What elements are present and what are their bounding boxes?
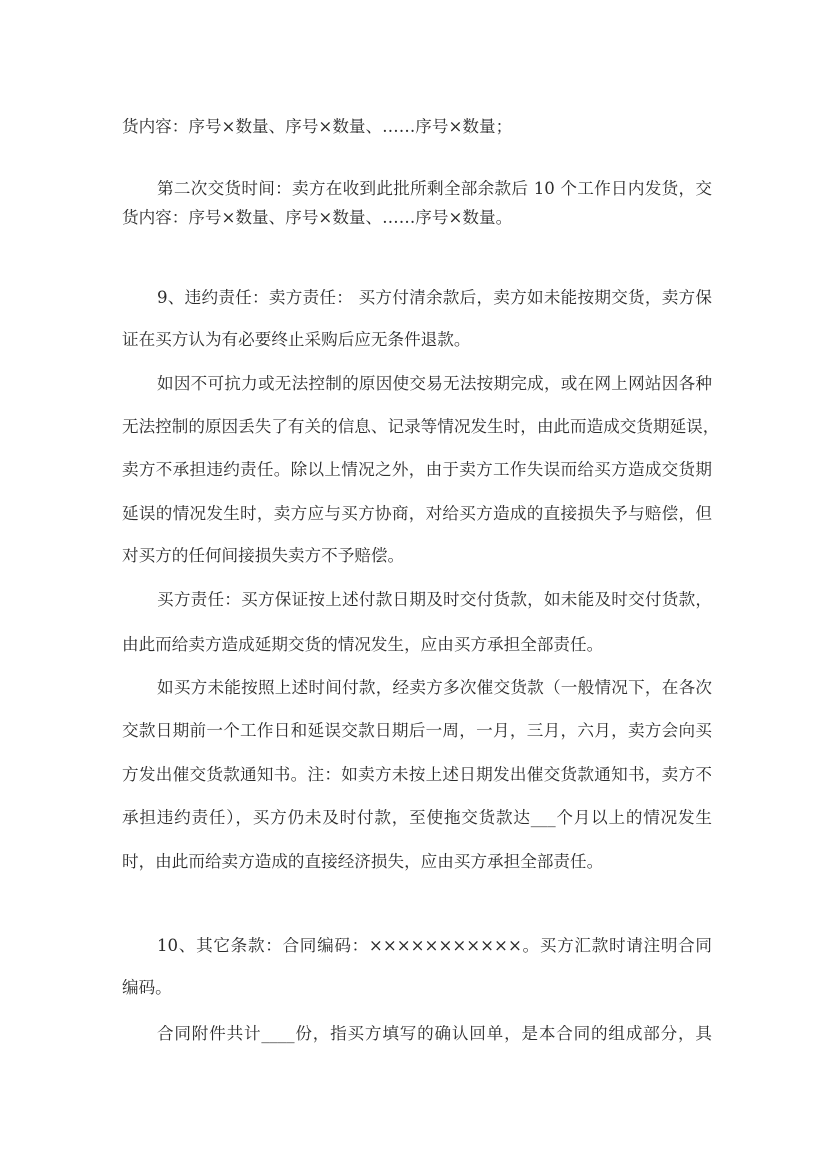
text-line: 货内容：序号×数量、序号×数量、……序号×数量。 bbox=[122, 208, 513, 227]
text-line: 买方责任：买方保证按上述付款日期及时交付货款，如未能及时交付货款， bbox=[157, 590, 712, 609]
text-line: 如因不可抗力或无法控制的原因使交易无法按期完成，或在网上网站因各种 bbox=[157, 374, 712, 393]
text-line: 证在买方认为有必要终止采购后应无条件退款。 bbox=[122, 330, 471, 349]
text-line: 时，由此而给卖方造成的直接经济损失，应由买方承担全部责任。 bbox=[122, 852, 604, 871]
text-line: 承担违约责任），买方仍未及时付款，至使拖交货款达___个月以上的情况发生 bbox=[122, 808, 712, 827]
text-line: 无法控制的原因丢失了有关的信息、记录等情况发生时，由此而造成交货期延误， bbox=[122, 417, 720, 436]
text-line: 货内容：序号×数量、序号×数量、……序号×数量； bbox=[122, 117, 513, 136]
text-line: 延误的情况发生时，卖方应与买方协商，对给买方造成的直接损失予与赔偿，但 bbox=[122, 504, 712, 523]
text-line: 编码。 bbox=[122, 978, 172, 997]
text-line: 如买方未能按照上述时间付款，经卖方多次催交货款（一般情况下，在各次 bbox=[157, 678, 712, 697]
text-line: 方发出催交货款通知书。注：如卖方未按上述日期发出催交货款通知书，卖方不 bbox=[122, 765, 712, 784]
text-line: 合同附件共计____份，指买方填写的确认回单，是本合同的组成部分，具 bbox=[157, 1024, 712, 1043]
text-line: 对买方的任何间接损失卖方不予赔偿。 bbox=[122, 546, 405, 565]
text-line: 交款日期前一个工作日和延误交款日期后一周，一月，三月，六月，卖方会向买 bbox=[122, 721, 712, 740]
text-line: 由此而给卖方造成延期交货的情况发生，应由买方承担全部责任。 bbox=[122, 635, 604, 654]
text-line: 卖方不承担违约责任。除以上情况之外，由于卖方工作失误而给买方造成交货期 bbox=[122, 460, 712, 479]
section-heading-9: 9、违约责任：卖方责任： 买方付清余款后，卖方如未能按期交货，卖方保 bbox=[157, 288, 712, 307]
text-line: 第二次交货时间：卖方在收到此批所剩全部余款后 10 个工作日内发货，交 bbox=[157, 179, 712, 198]
section-heading-10: 10、其它条款：合同编码：×××××××××××。买方汇款时请注明合同 bbox=[157, 936, 712, 955]
